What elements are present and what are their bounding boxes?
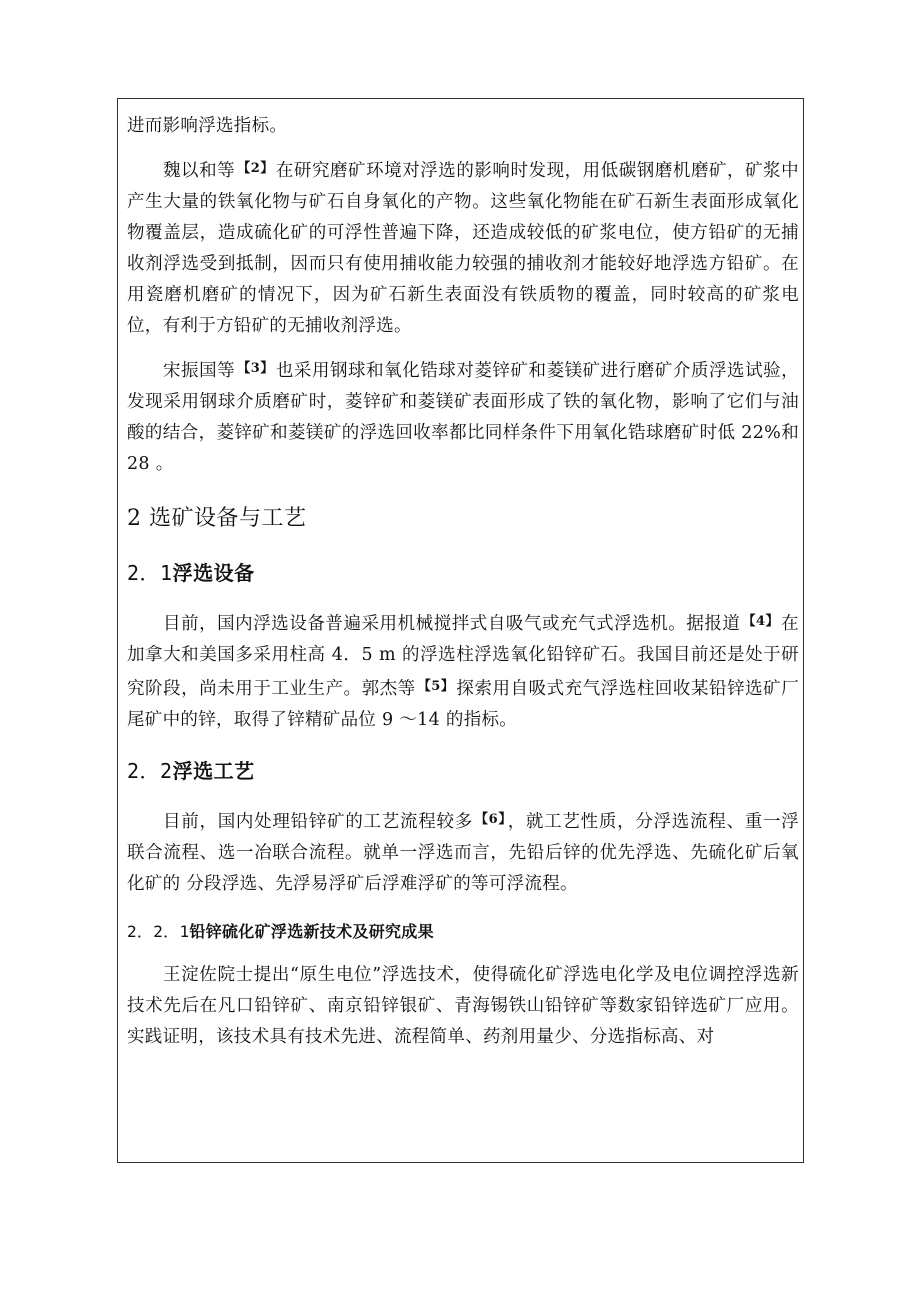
paragraph-process (127, 804, 799, 900)
section-number: 2．1 (127, 561, 173, 585)
section-heading-2: 2 选矿设备与工艺 (127, 506, 307, 531)
section-title: 浮选设备 (172, 561, 255, 585)
paragraph-text: 在研究磨矿环境对浮选的影响时发现，用低碳钢磨机磨矿，矿浆中产生大量的铁氧化物与矿石自身氧化的产物。这些氧化物能在矿石新生表面形成氧化物覆盖层，造成硫化矿的可浮性普遍下降，还造成较低的矿浆电位，使方铅矿的无捕收剂浮选受到抵制，因而只有使用捕收能力较强的捕收剂才能较好地浮选方铅矿。在用瓷磨机磨矿的情况下，因为矿石新生表面没有铁质物的覆盖，同时较高的矿浆电位，有利于方铅矿的无捕收剂浮选。 (127, 161, 799, 336)
paragraph-text: ，就工艺性质，分浮选流程、重一浮联合流程、选一冶联合流程。就单一浮选而言，先铅后锌的优先浮选、先硫化矿后氧化矿的 分段浮选、先浮易浮矿后浮难浮矿的等可浮流程。 (127, 812, 799, 894)
paragraph-text: 在加拿大和美国多采用柱高 4．5 m 的浮选柱浮选氧化铅锌矿石。我国目前还是处于研究阶段，尚未用于工业生产。郭杰等 (127, 614, 799, 699)
citation-ref: 【2】 (237, 161, 274, 176)
section-heading-2-2 (127, 754, 799, 788)
paragraph-text: 也采用钢球和氧化锆球对菱锌矿和菱镁矿进行磨矿介质浮选试验，发现采用钢球介质磨矿时，菱锌矿和菱镁矿表面形成了铁的氧化物，影响了它们与油酸的结合，菱锌矿和菱镁矿的浮选回收率都比同样条件下用氧化锆球磨矿时低 22%和 28 。 (127, 361, 799, 474)
paragraph-continuation: 进而影响浮选指标。 (127, 116, 288, 136)
paragraph-text: 魏以和等 (163, 161, 236, 181)
section-title: 浮选工艺 (172, 759, 255, 783)
citation-ref: 【6】 (474, 812, 506, 827)
document-body (127, 111, 799, 1053)
section-title: 铅锌硫化矿浮选新技术及研究成果 (189, 922, 434, 941)
paragraph-equipment (127, 606, 799, 736)
paragraph-text: 宋振国等 (163, 361, 236, 381)
citation-ref: 【5】 (417, 679, 455, 694)
section-heading-2-2-1 (127, 918, 799, 946)
section-number: 2．2 (127, 759, 173, 783)
citation-ref: 【4】 (742, 614, 780, 629)
section-number: 2．2．1 (127, 922, 190, 941)
paragraph-text: 目前，国内浮选设备普遍采用机械搅拌式自吸气或充气式浮选机。据报道 (163, 614, 741, 634)
paragraph-text: 探索用自吸式充气浮选柱回收某铅锌选矿厂尾矿中的锌，取得了锌精矿品位 9 ～14 的指标。 (127, 679, 799, 730)
paragraph-text: 目前，国内处理铅锌矿的工艺流程较多 (163, 812, 473, 832)
paragraph-wei (127, 153, 799, 342)
citation-ref: 【3】 (237, 361, 274, 376)
section-heading-2-1 (127, 556, 799, 590)
paragraph-wang: 王淀佐院士提出“原生电位”浮选技术，使得硫化矿浮选电化学及电位调控浮选新技术先后在凡口铅锌矿、南京铅锌银矿、青海锡铁山铅锌矿等数家铅锌选矿厂应用。实践证明，该技术具有技术先进、流程简单、药剂用量少、分选指标高、对 (127, 965, 799, 1047)
paragraph-song (127, 353, 799, 480)
